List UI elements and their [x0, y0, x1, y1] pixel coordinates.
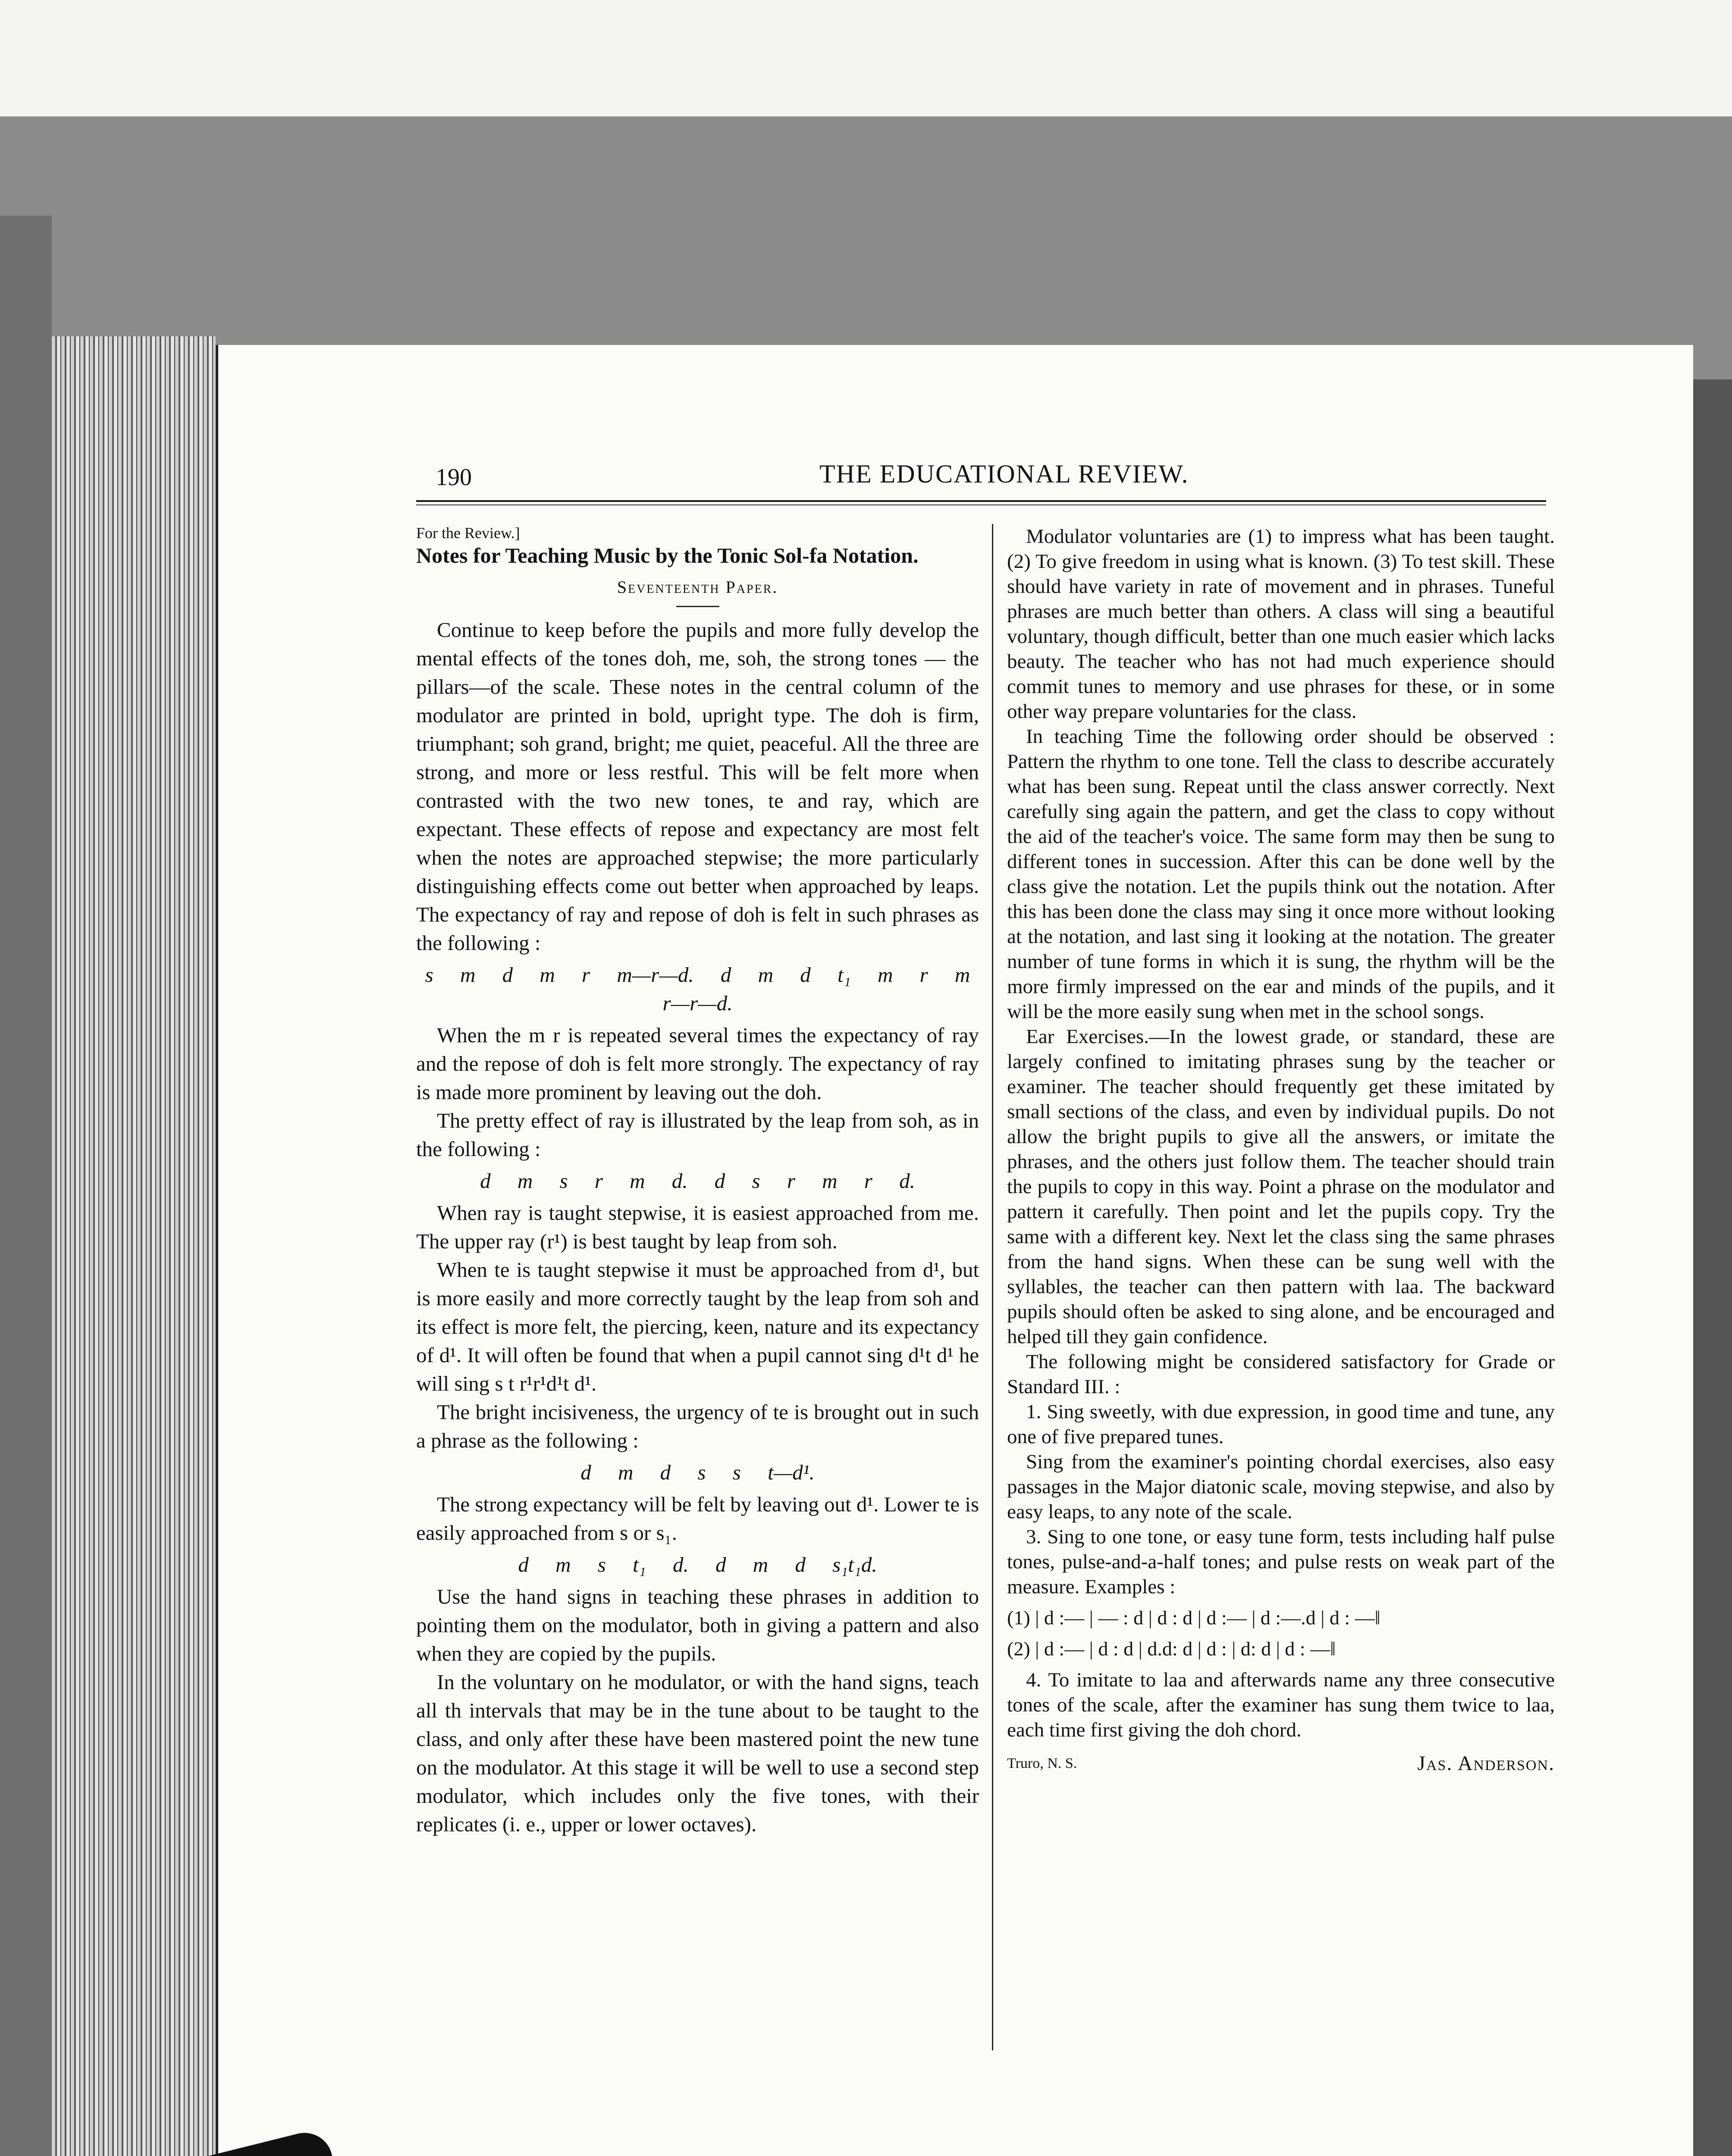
scan-top-margin [0, 0, 1732, 116]
page-number: 190 [436, 464, 472, 491]
paragraph: The pretty effect of ray is illustrated by the leap from soh, as in the following : [416, 1109, 979, 1161]
paragraph: In the voluntary on he modulator, or with the hand signs, teach all th intervals that may be in the tune about to be taught to the class, and only after these have been mastered point the new tune on the modulator. At this stage it will be well to use a second step modulator, which includes only the five tones, with their replicates (i. e., upper or lower octaves). [416, 1670, 979, 1836]
solfa-example: d m s t₁ d. d m d s₁t₁d. [518, 1553, 877, 1576]
author-signature: Jas. Anderson. [1417, 1752, 1555, 1775]
source-note: For the Review.] [416, 524, 520, 542]
paragraph: Continue to keep before the pupils and more fully develop the mental effects of the tones doh, me, soh, the strong tones — the pillars—of the scale. These notes in the central column of the modulator are printed in bold, upright type. The doh is firm, triumphant; soh grand, bright; me quiet, peaceful. All the three are strong, and more or less restful. This will be felt more when contrasted with the two new tones, te and ray, which are expectant. These effects of repose and expectancy are most felt when the notes are approached stepwise; the more particularly distinguishing effects come out better when approached by leaps. The expectancy of ray and repose of doh is felt in such phrases as the following : [416, 618, 979, 955]
column-divider [992, 524, 993, 2050]
paragraph: Sing from the examiner's pointing chordal exercises, also easy passages in the Major diatonic scale, moving stepwise, and also by easy leaps, to any note of the scale. [1007, 1451, 1555, 1523]
subtitle-rule [676, 606, 719, 607]
solfa-example: s m d m r m—r—d. d m d t₁ m r m r—r—d. [425, 963, 970, 1015]
solfa-example: d m s r m d. d s r m r d. [480, 1169, 915, 1193]
article-subtitle: Seventeenth Paper. [617, 577, 778, 597]
paragraph: When te is taught stepwise it must be approached from d¹, but is more easily and more correctly taught by the leap from soh and its effect is more felt, the piercing, keen, nature and its expectancy of d¹. It will often be found that when a pupil cannot sing d¹t d¹ he will sing s t r¹r¹d¹t d¹. [416, 1258, 979, 1395]
page-edges [52, 336, 216, 2156]
paragraph: In teaching Time the following order should be observed : Pattern the rhythm to one tone. Tell the class to describe accurately what has been sung. Repeat until the class answer correctly. Next carefully sing again the pattern, and get the class to copy without the aid of the teacher's voice. The same form may then be sung to different tones in succession. After this can be done well by the class give the notation. Let the pupils think out the notation. After this has been done the class may sing it once more without looking at the notation, and last sing it looking at the notation. The greater number of tune forms in which it is sung, the rhythm will be the more firmly impressed on the ear and minds of the pupils, and it will be the more easily sung when met in the school songs. [1007, 725, 1555, 1023]
paragraph: Ear Exercises.—In the lowest grade, or standard, these are largely confined to imitating phrases sung by the teacher or examiner. The teacher should frequently get these imitated by small sections of the class, and even by individual pupils. Do not allow the bright pupils to give all the answers, or imitate the phrases, and the others just follow them. The teacher should train the pupils to copy in this way. Point a phrase on the modulator and pattern it carefully. Then point and let the pupils copy. Try the same with a different key. Next let the class sing the same phrases from the hand signs. When these can be sung well with the syllables, the teacher can then pattern with laa. The backward pupils should often be asked to sing alone, and be encouraged and helped till they gain confidence. [1007, 1025, 1555, 1348]
article-title: Notes for Teaching Music by the Tonic Sol-fa Notation. [416, 543, 919, 567]
paragraph: 3. Sing to one tone, or easy tune form, tests including half pulse tones, pulse-and-a-half tones; and pulse rests on weak part of the measure. Examples : [1007, 1526, 1555, 1598]
journal-title: THE EDUCATIONAL REVIEW. [819, 460, 1189, 488]
paragraph: The strong expectancy will be felt by leaving out d¹. Lower te is easily approached from s or s₁. [416, 1492, 979, 1545]
paragraph: Use the hand signs in teaching these phrases in addition to pointing them on the modulator, both in giving a pattern and also when they are copied by the pupils. [416, 1585, 979, 1665]
paragraph: Modulator voluntaries are (1) to impress what has been taught. (2) To give freedom in using what is known. (3) To test skill. These should have variety in rate of movement and in phrases. Tuneful phrases are much better than others. A class will sing a beautiful voluntary, though difficult, better than one much easier which lacks beauty. The teacher who has not had much experience should commit tunes to memory and use phrases for these, or in some other way prepare voluntaries for the class. [1007, 525, 1555, 723]
page-right-edge [1691, 379, 1732, 2156]
rhythm-example-1: (1) | d :— | — : d | d : d | d :— | d :—.d | d : —‖ [1007, 1607, 1381, 1629]
paragraph: When the m r is repeated several times the expectancy of ray and the repose of doh is felt more strongly. The expectancy of ray is made more prominent by leaving out the doh. [416, 1023, 979, 1104]
paragraph: When ray is taught stepwise, it is easiest approached from me. The upper ray (r¹) is best taught by leap from soh. [416, 1201, 979, 1253]
book-binding [0, 216, 52, 2156]
byline [1007, 1751, 1555, 1776]
paragraph: 1. Sing sweetly, with due expression, in good time and tune, any one of five prepared tunes. [1007, 1401, 1555, 1448]
paragraph: 4. To imitate to laa and afterwards name any three consecutive tones of the scale, after the examiner has sung them twice to laa, each time first giving the doh chord. [1007, 1669, 1555, 1741]
header-rule [416, 500, 1546, 502]
rhythm-example-2: (2) | d :— | d : d | d.d: d | d : | d: d | d : —‖ [1007, 1638, 1336, 1660]
right-column [1007, 524, 1555, 1776]
paragraph: The bright incisiveness, the urgency of te is brought out in such a phrase as the following : [416, 1400, 979, 1452]
solfa-example: d m d s s t—d¹. [580, 1460, 815, 1484]
paragraph: The following might be considered satisfactory for Grade or Standard III. : [1007, 1351, 1555, 1398]
place-line: Truro, N. S. [1007, 1755, 1077, 1771]
left-column [416, 524, 979, 1839]
